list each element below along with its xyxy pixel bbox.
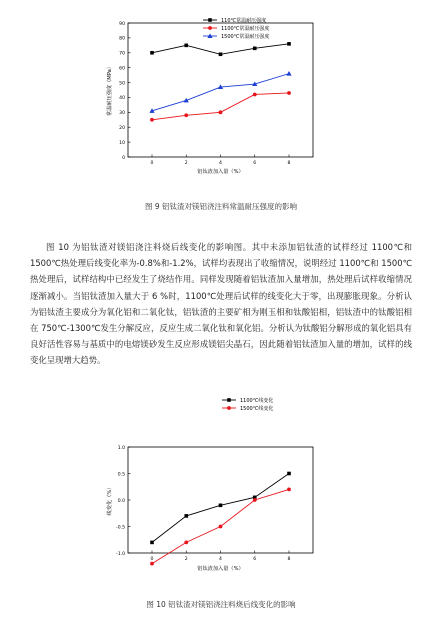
fig10-data-point bbox=[253, 496, 257, 500]
fig9-y-tick-label: 60 bbox=[119, 66, 125, 72]
fig10-legend-marker bbox=[227, 398, 231, 402]
fig10-plot-frame bbox=[128, 447, 313, 553]
fig9-data-point bbox=[286, 71, 291, 76]
figure-9-caption: 图 9 铝钛渣对镁铝浇注料常温耐压强度的影响 bbox=[144, 202, 298, 211]
fig10-data-point bbox=[219, 504, 223, 508]
fig9-data-point bbox=[150, 51, 154, 55]
fig10-data-point bbox=[287, 472, 291, 476]
fig9-y-tick-label: 20 bbox=[119, 126, 125, 132]
fig9-legend-label: 1500℃常温耐压强度 bbox=[221, 33, 270, 40]
fig9-data-point bbox=[184, 113, 188, 117]
fig9-y-tick-label: 30 bbox=[119, 111, 125, 117]
fig10-x-tick-label: 6 bbox=[253, 557, 257, 562]
fig9-y-axis-label: 常温耐压强度（MPa） bbox=[107, 63, 113, 117]
fig10-data-point bbox=[184, 514, 188, 518]
figure-10-caption: 图 10 铝钛渣对镁铝浇注料烧后线变化的影响 bbox=[146, 600, 296, 609]
fig10-y-axis-label: 线变化（%） bbox=[107, 484, 113, 516]
fig10-x-tick-label: 8 bbox=[287, 557, 291, 562]
fig10-data-point bbox=[184, 541, 188, 545]
fig9-x-tick-label: 6 bbox=[253, 161, 257, 166]
fig9-x-tick-label: 8 bbox=[287, 161, 291, 166]
figure-9-chart bbox=[0, 0, 442, 210]
fig9-legend-marker bbox=[208, 18, 212, 22]
fig9-x-tick-label: 0 bbox=[150, 161, 154, 166]
fig9-data-point bbox=[219, 110, 223, 114]
fig9-legend-label: 110℃常温耐压强度 bbox=[221, 17, 267, 24]
fig10-x-tick-label: 4 bbox=[219, 557, 222, 562]
fig10-data-point bbox=[253, 498, 257, 502]
fig10-data-point bbox=[150, 541, 154, 545]
fig9-series-line bbox=[152, 93, 289, 120]
fig9-data-point bbox=[150, 118, 154, 122]
fig10-x-tick-label: 2 bbox=[184, 557, 188, 562]
fig9-legend-label: 1100℃常温耐压强度 bbox=[221, 25, 270, 32]
fig9-x-tick-label: 2 bbox=[184, 161, 188, 166]
fig9-data-point bbox=[184, 44, 188, 48]
fig9-x-tick-label: 4 bbox=[219, 161, 222, 166]
fig10-legend-label: 1500℃线变化 bbox=[240, 405, 274, 412]
fig10-legend-marker bbox=[227, 406, 231, 410]
fig9-y-tick-label: 50 bbox=[119, 81, 125, 87]
fig9-y-tick-label: 90 bbox=[119, 21, 125, 27]
fig9-y-tick-label: 0 bbox=[122, 155, 125, 161]
fig9-data-point bbox=[219, 52, 223, 56]
fig9-x-axis-label: 铝钛渣加入量（%） bbox=[197, 169, 244, 175]
fig9-y-tick-label: 40 bbox=[119, 96, 125, 102]
fig9-y-tick-label: 70 bbox=[119, 51, 125, 57]
fig10-data-point bbox=[287, 488, 291, 492]
body-paragraph: 图 10 为铝钛渣对镁铝浇注料烧后线变化的影响图。其中未添加铝钛渣的试样经过 1100℃和 1500℃热处理后线变化率为-0.8%和-1.2%，试样均表现出了收缩情况，说明经过 1100℃和 1500℃热处理后，试样结构中已经发生了烧结作用。同样发现随着铝钛渣加入量增加，热处理后试样收缩情况逐渐减小。当铝钛渣加入量大于 6 %时，1100℃处理后试样的线变化大于零，出现膨胀现象。分析认为铝钛渣主要成分为氧化铝和二氧化钛，铝钛渣的主要矿相为刚玉相和钛酸铝相，铝钛渣中的钛酸铝相在 750℃-1300℃发生分解反应，反应生成二氧化钛和氧化铝。分析认为钛酸铝分解形成的氧化铝具有良好活性容易与基质中的电熔镁砂发生反应形成镁铝尖晶石，因此随着铝钛渣加入量的增加，试样的线变化呈现增大趋势。 bbox=[30, 242, 412, 366]
fig10-x-tick-label: 0 bbox=[150, 557, 154, 562]
fig10-data-point bbox=[219, 525, 223, 529]
fig10-series-line bbox=[152, 489, 289, 563]
fig10-data-point bbox=[150, 562, 154, 566]
fig10-series-line bbox=[152, 474, 289, 543]
fig10-y-tick-label: 1.0 bbox=[117, 445, 125, 451]
fig10-y-tick-label: 0.5 bbox=[117, 472, 125, 478]
fig9-data-point bbox=[287, 42, 291, 46]
fig10-y-tick-label: -1.0 bbox=[116, 551, 125, 557]
fig9-y-tick-label: 80 bbox=[119, 36, 125, 42]
fig9-legend-marker bbox=[208, 26, 212, 30]
fig10-legend-label: 1100℃线变化 bbox=[240, 397, 274, 404]
fig9-y-tick-label: 10 bbox=[119, 140, 125, 146]
fig10-x-axis-label: 铝钛渣加入量（%） bbox=[197, 566, 244, 572]
fig9-data-point bbox=[253, 93, 257, 97]
fig9-plot-frame bbox=[128, 23, 313, 157]
fig10-y-tick-label: -0.5 bbox=[116, 525, 125, 531]
fig9-data-point bbox=[287, 91, 291, 95]
fig9-data-point bbox=[253, 47, 257, 51]
fig10-y-tick-label: 0.0 bbox=[117, 498, 125, 504]
fig9-series-line bbox=[152, 74, 289, 111]
